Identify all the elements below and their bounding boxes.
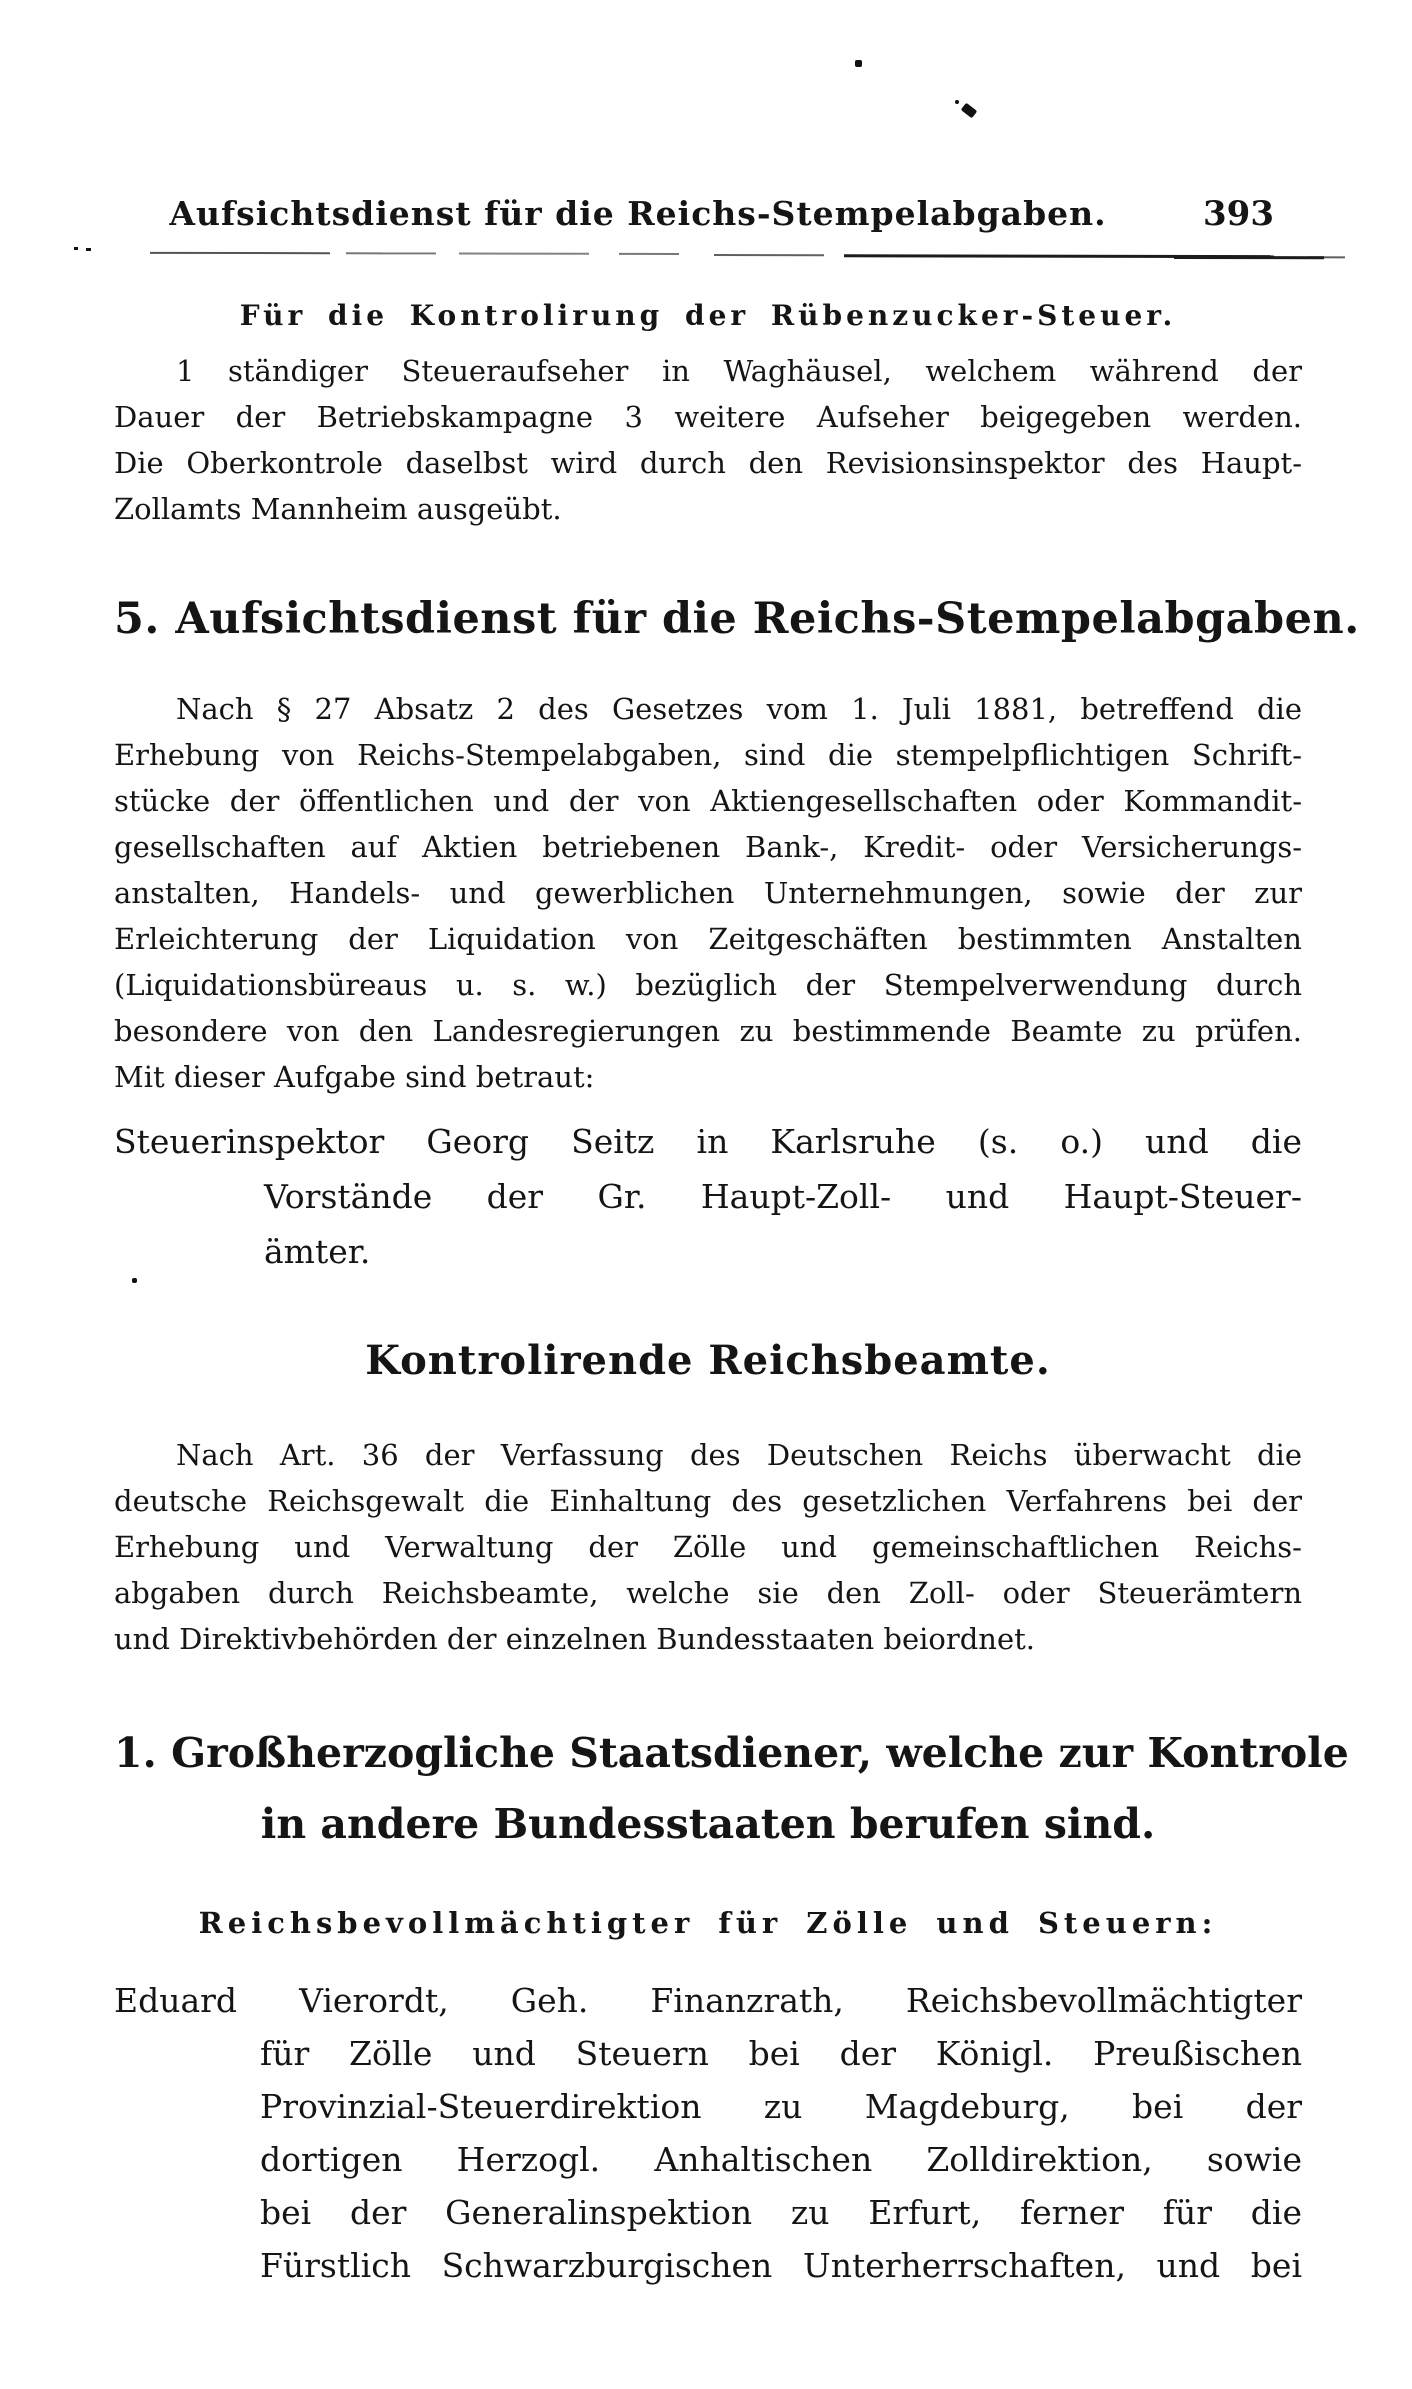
vierordt-entry (114, 1974, 1302, 2292)
reichsbeamte-heading: Kontrolirende Reichsbeamte. (365, 1337, 1051, 1384)
staatsdiener-heading (114, 1718, 1349, 1860)
section-kontrolirung (114, 299, 1302, 532)
text-line: besondere von den Landesregierungen zu bestimmende Beamte zu prüfen. (114, 1014, 1302, 1048)
reichsbeamte-paragraph (114, 1432, 1302, 1662)
page-number: 393 (1203, 194, 1274, 234)
scan-speck (86, 248, 91, 251)
kontrolirung-heading: Für die Kontrolirung der Rübenzucker-Steuer. (239, 299, 1177, 332)
text-line: für Zölle und Steuern bei der Königl. Preußischen (260, 2034, 1302, 2073)
text-line: Mit dieser Aufgabe sind betraut: (114, 1060, 595, 1094)
text-line: dortigen Herzogl. Anhaltischen Zolldirektion, sowie (260, 2140, 1302, 2179)
text-line: Nach Art. 36 der Verfassung des Deutschen Reichs überwacht die (176, 1438, 1302, 1472)
scan-speck (74, 247, 78, 250)
text-line: in andere Bundesstaaten berufen sind. (260, 1800, 1156, 1848)
text-line: stücke der öffentlichen und der von Aktiengesellschaften oder Kommandit- (114, 784, 1302, 818)
header-rule (114, 251, 1302, 258)
section-reichsbeamte (114, 1337, 1302, 1662)
text-line: Die Oberkontrole daselbst wird durch den Revisionsinspektor des Haupt- (114, 446, 1302, 480)
text-line: (Liquidationsbüreaus u. s. w.) bezüglich der Stempelverwendung durch (114, 968, 1302, 1002)
text-line: Fürstlich Schwarzburgischen Unterherrschaften, und bei (260, 2246, 1302, 2285)
text-line: abgaben durch Reichsbeamte, welche sie den Zoll- oder Steuerämtern (114, 1576, 1302, 1610)
running-head-title: Aufsichtsdienst für die Reichs-Stempelabgaben. (169, 194, 1107, 233)
text-line: ämter. (264, 1232, 371, 1271)
text-line: Erleichterung der Liquidation von Zeitgeschäften bestimmten Anstalten (114, 922, 1302, 956)
aufsichtsdienst-paragraph (114, 686, 1302, 1100)
reichsbevollmaechtigter-subheading: Reichsbevollmächtigter für Zölle und Steuern: (198, 1906, 1218, 1940)
text-line: deutsche Reichsgewalt die Einhaltung des gesetzlichen Verfahrens bei der (114, 1484, 1302, 1518)
kontrolirung-paragraph (114, 348, 1302, 532)
text-line: Eduard Vierordt, Geh. Finanzrath, Reichsbevollmächtigter (114, 1981, 1302, 2020)
aufsichtsdienst-appointees (114, 1114, 1302, 1279)
text-line: bei der Generalinspektion zu Erfurt, ferner für die (260, 2193, 1302, 2232)
text-line: und Direktivbehörden der einzelnen Bundesstaaten beiordnet. (114, 1622, 1035, 1656)
text-line: Erhebung und Verwaltung der Zölle und gemeinschaftlichen Reichs- (114, 1530, 1302, 1564)
section-aufsichtsdienst (114, 594, 1360, 1279)
text-line: 1 ständiger Steueraufseher in Waghäusel, welchem während der (176, 354, 1302, 388)
text-column (114, 0, 1360, 2292)
text-line: Steuerinspektor Georg Seitz in Karlsruhe (s. o.) und die (114, 1122, 1302, 1161)
text-line: Zollamts Mannheim ausgeübt. (114, 492, 562, 526)
text-line: Nach § 27 Absatz 2 des Gesetzes vom 1. Juli 1881, betreffend die (176, 692, 1302, 726)
text-line: Erhebung von Reichs-Stempelabgaben, sind die stempelpflichtigen Schrift- (114, 738, 1302, 772)
text-line: Vorstände der Gr. Haupt-Zoll- und Haupt-Steuer- (264, 1177, 1302, 1216)
text-line: 1. Großherzogliche Staatsdiener, welche zur Kontrole (114, 1729, 1349, 1777)
text-line: gesellschaften auf Aktien betriebenen Bank-, Kredit- oder Versicherungs- (114, 830, 1302, 864)
text-line: anstalten, Handels- und gewerblichen Unternehmungen, sowie der zur (114, 876, 1302, 910)
text-line: Provinzial-Steuerdirektion zu Magdeburg, bei der (260, 2087, 1302, 2126)
running-head (114, 194, 1302, 238)
section-staatsdiener (114, 1718, 1349, 2292)
aufsichtsdienst-heading: 5. Aufsichtsdienst für die Reichs-Stempelabgaben. (114, 594, 1360, 644)
text-line: Dauer der Betriebskampagne 3 weitere Aufseher beigegeben werden. (114, 400, 1302, 434)
